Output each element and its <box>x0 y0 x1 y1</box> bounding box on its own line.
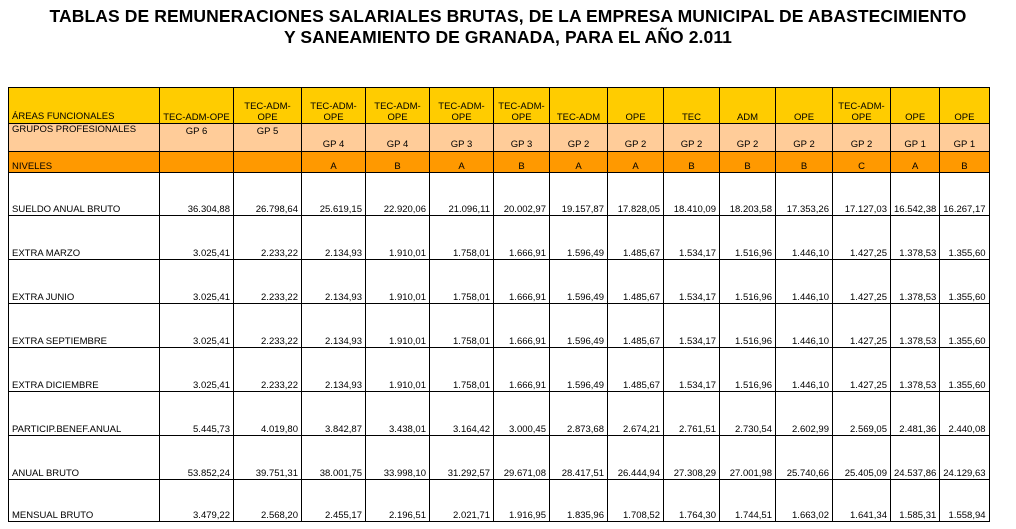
value-cell: 2.602,99 <box>776 392 833 436</box>
salary-table <box>8 87 990 522</box>
value-cell: 1.666,91 <box>494 304 550 348</box>
nivel-cell: B <box>776 152 833 173</box>
value-cell: 1.758,01 <box>430 304 494 348</box>
area-cell: TEC-ADM-OPE <box>302 88 366 124</box>
value-cell: 53.852,24 <box>160 436 234 480</box>
row-label: PARTICIP.BENEF.ANUAL <box>9 392 160 436</box>
value-cell: 1.910,01 <box>366 260 430 304</box>
value-cell: 1.446,10 <box>776 304 833 348</box>
value-cell: 28.417,51 <box>550 436 608 480</box>
value-cell: 1.378,53 <box>891 260 940 304</box>
value-cell: 2.481,36 <box>891 392 940 436</box>
value-cell: 1.378,53 <box>891 348 940 392</box>
value-cell: 19.157,87 <box>550 173 608 216</box>
area-cell: TEC-ADM-OPE <box>833 88 891 124</box>
grupo-cell: GP 1 <box>891 124 940 152</box>
value-cell: 1.378,53 <box>891 216 940 260</box>
row-label: EXTRA MARZO <box>9 216 160 260</box>
area-cell: OPE <box>776 88 833 124</box>
value-cell: 24.537,86 <box>891 436 940 480</box>
value-cell: 2.233,22 <box>234 216 302 260</box>
value-cell: 2.233,22 <box>234 304 302 348</box>
value-cell: 17.828,05 <box>608 173 664 216</box>
value-cell: 2.569,05 <box>833 392 891 436</box>
value-cell: 1.835,96 <box>550 480 608 522</box>
table-row <box>9 392 990 436</box>
value-cell: 1.744,51 <box>720 480 776 522</box>
value-cell: 1.534,17 <box>664 304 720 348</box>
value-cell: 2.440,08 <box>940 392 989 436</box>
row-label: EXTRA JUNIO <box>9 260 160 304</box>
value-cell: 1.355,60 <box>940 348 989 392</box>
value-cell: 16.267,17 <box>940 173 989 216</box>
nivel-cell: A <box>608 152 664 173</box>
value-cell: 38.001,75 <box>302 436 366 480</box>
area-cell: TEC-ADM-OPE <box>494 88 550 124</box>
header-row-niveles <box>9 152 990 173</box>
value-cell: 3.025,41 <box>160 304 234 348</box>
value-cell: 1.596,49 <box>550 304 608 348</box>
value-cell: 1.355,60 <box>940 216 989 260</box>
row-label: ANUAL BRUTO <box>9 436 160 480</box>
value-cell: 4.019,80 <box>234 392 302 436</box>
value-cell: 1.427,25 <box>833 216 891 260</box>
area-cell: TEC-ADM-OPE <box>234 88 302 124</box>
nivel-cell: A <box>891 152 940 173</box>
grupo-cell: GP 4 <box>366 124 430 152</box>
value-cell: 1.758,01 <box>430 216 494 260</box>
value-cell: 1.596,49 <box>550 260 608 304</box>
value-cell: 2.873,68 <box>550 392 608 436</box>
value-cell: 1.596,49 <box>550 348 608 392</box>
table-row <box>9 173 990 216</box>
value-cell: 26.444,94 <box>608 436 664 480</box>
title-line-2: Y SANEAMIENTO DE GRANADA, PARA EL AÑO 2.011 <box>283 27 733 47</box>
grupo-cell: GP 4 <box>302 124 366 152</box>
value-cell: 24.129,63 <box>940 436 989 480</box>
grupo-cell: GP 2 <box>608 124 664 152</box>
value-cell: 25.405,09 <box>833 436 891 480</box>
value-cell: 2.196,51 <box>366 480 430 522</box>
value-cell: 2.134,93 <box>302 348 366 392</box>
area-cell: OPE <box>608 88 664 124</box>
value-cell: 1.666,91 <box>494 348 550 392</box>
value-cell: 33.998,10 <box>366 436 430 480</box>
value-cell: 1.427,25 <box>833 348 891 392</box>
value-cell: 5.445,73 <box>160 392 234 436</box>
value-cell: 1.516,96 <box>720 348 776 392</box>
nivel-cell: C <box>833 152 891 173</box>
value-cell: 2.761,51 <box>664 392 720 436</box>
value-cell: 27.308,29 <box>664 436 720 480</box>
value-cell: 1.516,96 <box>720 260 776 304</box>
grupo-cell: GP 2 <box>664 124 720 152</box>
value-cell: 16.542,38 <box>891 173 940 216</box>
area-cell: TEC-ADM-OPE <box>160 88 234 124</box>
area-cell: OPE <box>891 88 940 124</box>
value-cell: 1.666,91 <box>494 260 550 304</box>
value-cell: 29.671,08 <box>494 436 550 480</box>
grupo-cell: GP 3 <box>494 124 550 152</box>
value-cell: 2.730,54 <box>720 392 776 436</box>
grupo-cell: GP 2 <box>550 124 608 152</box>
value-cell: 1.641,34 <box>833 480 891 522</box>
value-cell: 21.096,11 <box>430 173 494 216</box>
document-title <box>0 6 1016 48</box>
value-cell: 1.446,10 <box>776 348 833 392</box>
value-cell: 3.438,01 <box>366 392 430 436</box>
value-cell: 1.558,94 <box>940 480 989 522</box>
area-cell: TEC-ADM-OPE <box>430 88 494 124</box>
grupo-cell: GP 2 <box>776 124 833 152</box>
value-cell: 2.674,21 <box>608 392 664 436</box>
value-cell: 1.485,67 <box>608 260 664 304</box>
row-label: EXTRA DICIEMBRE <box>9 348 160 392</box>
value-cell: 2.021,71 <box>430 480 494 522</box>
row-label: EXTRA SEPTIEMBRE <box>9 304 160 348</box>
value-cell: 1.534,17 <box>664 216 720 260</box>
grupo-cell: GP 2 <box>720 124 776 152</box>
table-row <box>9 348 990 392</box>
value-cell: 2.233,22 <box>234 348 302 392</box>
value-cell: 1.666,91 <box>494 216 550 260</box>
header-row-areas <box>9 88 990 124</box>
row-label: MENSUAL BRUTO <box>9 480 160 522</box>
area-cell: TEC-ADM <box>550 88 608 124</box>
value-cell: 1.534,17 <box>664 348 720 392</box>
grupo-cell: GP 5 <box>234 124 302 152</box>
table-row <box>9 480 990 522</box>
nivel-cell <box>160 152 234 173</box>
value-cell: 2.568,20 <box>234 480 302 522</box>
value-cell: 1.485,67 <box>608 304 664 348</box>
value-cell: 1.764,30 <box>664 480 720 522</box>
value-cell: 31.292,57 <box>430 436 494 480</box>
value-cell: 1.516,96 <box>720 304 776 348</box>
value-cell: 1.485,67 <box>608 348 664 392</box>
value-cell: 1.378,53 <box>891 304 940 348</box>
area-cell: ADM <box>720 88 776 124</box>
value-cell: 1.596,49 <box>550 216 608 260</box>
grupo-cell: GP 1 <box>940 124 989 152</box>
value-cell: 1.916,95 <box>494 480 550 522</box>
value-cell: 1.355,60 <box>940 304 989 348</box>
value-cell: 3.025,41 <box>160 348 234 392</box>
value-cell: 36.304,88 <box>160 173 234 216</box>
value-cell: 3.164,42 <box>430 392 494 436</box>
table-row <box>9 436 990 480</box>
grupo-cell: GP 3 <box>430 124 494 152</box>
value-cell: 3.479,22 <box>160 480 234 522</box>
value-cell: 1.427,25 <box>833 304 891 348</box>
value-cell: 1.585,31 <box>891 480 940 522</box>
value-cell: 1.446,10 <box>776 260 833 304</box>
value-cell: 1.758,01 <box>430 260 494 304</box>
table-row <box>9 216 990 260</box>
table-row <box>9 260 990 304</box>
value-cell: 22.920,06 <box>366 173 430 216</box>
value-cell: 3.842,87 <box>302 392 366 436</box>
row-label-niveles: NIVELES <box>9 152 160 173</box>
value-cell: 2.134,93 <box>302 304 366 348</box>
nivel-cell: A <box>430 152 494 173</box>
value-cell: 39.751,31 <box>234 436 302 480</box>
nivel-cell: B <box>940 152 989 173</box>
value-cell: 25.619,15 <box>302 173 366 216</box>
nivel-cell: A <box>302 152 366 173</box>
header-row-grupos <box>9 124 990 152</box>
area-cell: OPE <box>940 88 989 124</box>
value-cell: 2.233,22 <box>234 260 302 304</box>
grupo-cell: GP 2 <box>833 124 891 152</box>
value-cell: 3.025,41 <box>160 216 234 260</box>
nivel-cell: B <box>366 152 430 173</box>
value-cell: 1.758,01 <box>430 348 494 392</box>
nivel-cell: B <box>494 152 550 173</box>
value-cell: 1.427,25 <box>833 260 891 304</box>
value-cell: 3.000,45 <box>494 392 550 436</box>
value-cell: 1.534,17 <box>664 260 720 304</box>
value-cell: 18.410,09 <box>664 173 720 216</box>
value-cell: 2.134,93 <box>302 260 366 304</box>
value-cell: 1.355,60 <box>940 260 989 304</box>
nivel-cell <box>234 152 302 173</box>
value-cell: 1.910,01 <box>366 348 430 392</box>
value-cell: 18.203,58 <box>720 173 776 216</box>
value-cell: 1.485,67 <box>608 216 664 260</box>
nivel-cell: B <box>664 152 720 173</box>
row-label: SUELDO ANUAL BRUTO <box>9 173 160 216</box>
table-row <box>9 304 990 348</box>
row-label-areas: ÁREAS FUNCIONALES <box>9 88 160 124</box>
value-cell: 1.910,01 <box>366 304 430 348</box>
nivel-cell: B <box>720 152 776 173</box>
value-cell: 17.127,03 <box>833 173 891 216</box>
value-cell: 25.740,66 <box>776 436 833 480</box>
grupo-cell: GP 6 <box>160 124 234 152</box>
area-cell: TEC <box>664 88 720 124</box>
value-cell: 2.134,93 <box>302 216 366 260</box>
value-cell: 26.798,64 <box>234 173 302 216</box>
value-cell: 3.025,41 <box>160 260 234 304</box>
value-cell: 27.001,98 <box>720 436 776 480</box>
nivel-cell: A <box>550 152 608 173</box>
area-cell: TEC-ADM-OPE <box>366 88 430 124</box>
title-line-1: TABLAS DE REMUNERACIONES SALARIALES BRUTAS, DE LA EMPRESA MUNICIPAL DE ABASTECIMIENTO <box>49 6 967 26</box>
value-cell: 1.446,10 <box>776 216 833 260</box>
value-cell: 1.663,02 <box>776 480 833 522</box>
value-cell: 17.353,26 <box>776 173 833 216</box>
value-cell: 2.455,17 <box>302 480 366 522</box>
value-cell: 20.002,97 <box>494 173 550 216</box>
value-cell: 1.708,52 <box>608 480 664 522</box>
row-label-grupos: GRUPOS PROFESIONALES <box>9 124 160 152</box>
value-cell: 1.910,01 <box>366 216 430 260</box>
value-cell: 1.516,96 <box>720 216 776 260</box>
